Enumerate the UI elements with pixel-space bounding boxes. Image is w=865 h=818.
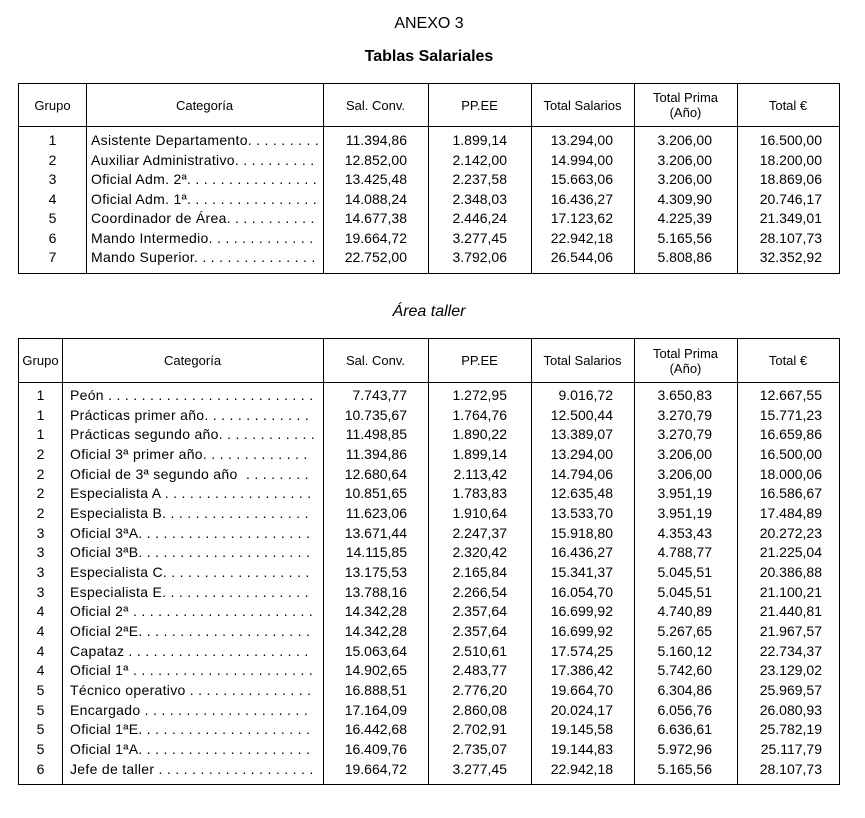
cell-total-prima: 4.353,43 (657, 524, 712, 541)
table-header-row (19, 84, 839, 127)
cell-ppee: 2.510,61 (452, 642, 507, 659)
cell-total-prima: 3.951,19 (657, 485, 712, 502)
cell-total: 18.869,06 (759, 171, 822, 187)
cell-categoria: Técnico operativo . . . . . . . . . . . . . . . (70, 682, 312, 699)
cell-total-prima: 6.056,76 (657, 701, 712, 718)
cell-total-prima: 5.165,56 (657, 229, 712, 246)
cell-total-salarios: 12.635,48 (550, 485, 613, 502)
cell-total: 21.349,01 (759, 210, 822, 226)
cell-total-prima: 3.650,83 (657, 387, 712, 403)
table-row (19, 602, 839, 622)
cell-total-prima: 3.951,19 (657, 505, 712, 522)
column-divider (86, 84, 87, 273)
cell-grupo: 5 (36, 741, 45, 758)
cell-total: 17.484,89 (759, 505, 822, 522)
cell-total: 21.440,81 (759, 603, 822, 620)
cell-sal-conv: 17.164,09 (344, 701, 407, 718)
cell-grupo: 4 (36, 603, 45, 620)
cell-grupo: 7 (48, 249, 57, 265)
cell-total-prima: 3.206,00 (657, 465, 712, 482)
cell-total: 32.352,92 (759, 249, 822, 265)
cell-total-salarios: 12.500,44 (550, 406, 613, 423)
cell-sal-conv: 19.664,72 (344, 229, 407, 246)
cell-total-salarios: 13.533,70 (550, 505, 613, 522)
cell-sal-conv: 10.735,67 (344, 406, 407, 423)
cell-categoria: Prácticas primer año. . . . . . . . . . . . . (70, 406, 310, 423)
cell-ppee: 2.320,42 (452, 544, 507, 561)
cell-sal-conv: 12.680,64 (344, 465, 407, 482)
cell-ppee: 1.899,14 (452, 446, 507, 463)
cell-total: 26.080,93 (759, 701, 822, 718)
cell-total-salarios: 17.386,42 (550, 662, 613, 679)
header-ppee: PP.EE (461, 353, 498, 368)
cell-total-salarios: 16.436,27 (550, 190, 613, 207)
cell-ppee: 2.483,77 (452, 662, 507, 679)
cell-grupo: 2 (36, 465, 45, 482)
cell-total-prima: 5.267,65 (657, 623, 712, 640)
table-body (19, 383, 839, 779)
cell-ppee: 1.783,83 (452, 485, 507, 502)
cell-total: 21.967,57 (759, 623, 822, 640)
cell-ppee: 1.890,22 (452, 426, 507, 443)
cell-ppee: 2.142,00 (452, 151, 507, 168)
cell-total: 20.746,17 (759, 190, 822, 207)
cell-categoria: Asistente Departamento. . . . . . . . . (91, 132, 320, 148)
cell-total-prima: 5.972,96 (657, 741, 712, 758)
cell-categoria: Auxiliar Administrativo. . . . . . . . . . (91, 151, 315, 168)
cell-ppee: 1.899,14 (452, 132, 507, 148)
cell-ppee: 2.237,58 (452, 171, 507, 187)
cell-total: 16.500,00 (759, 132, 822, 148)
table-row (19, 386, 839, 406)
cell-ppee: 2.247,37 (452, 524, 507, 541)
cell-categoria: Oficial 3ªA. . . . . . . . . . . . . . . . . . . . . (70, 524, 311, 541)
table-row (19, 209, 839, 229)
cell-sal-conv: 19.664,72 (344, 760, 407, 777)
cell-sal-conv: 14.115,85 (345, 544, 407, 561)
cell-total-salarios: 15.341,37 (550, 564, 613, 581)
cell-ppee: 2.702,91 (452, 721, 507, 738)
cell-ppee: 1.910,64 (452, 505, 507, 522)
cell-sal-conv: 11.394,86 (345, 446, 407, 463)
header-total-salarios: Total Salarios (543, 353, 622, 368)
cell-sal-conv: 13.788,16 (344, 583, 407, 600)
column-divider (634, 84, 635, 273)
cell-categoria: Oficial 1ªE. . . . . . . . . . . . . . . . . . . . . (70, 721, 311, 738)
table-row (19, 642, 839, 662)
cell-ppee: 1.272,95 (452, 387, 507, 403)
cell-total-salarios: 17.574,25 (550, 642, 613, 659)
cell-total-prima: 4.740,89 (657, 603, 712, 620)
cell-total-salarios: 16.699,92 (550, 603, 613, 620)
table-row (19, 465, 839, 485)
cell-ppee: 1.764,76 (452, 406, 507, 423)
cell-total: 21.225,04 (759, 544, 822, 561)
column-divider (62, 339, 63, 784)
cell-total-salarios: 19.144,83 (550, 741, 613, 758)
cell-total-salarios: 19.664,70 (550, 682, 613, 699)
cell-sal-conv: 11.623,06 (345, 505, 407, 522)
table-row (19, 524, 839, 544)
cell-total-salarios: 14.994,00 (550, 151, 613, 168)
cell-total: 25.969,57 (759, 682, 822, 699)
cell-sal-conv: 14.902,65 (344, 662, 407, 679)
column-divider (323, 339, 324, 784)
table-row (19, 622, 839, 642)
cell-total-prima: 3.270,79 (657, 406, 712, 423)
cell-total-salarios: 19.145,58 (550, 721, 613, 738)
table-row (19, 131, 839, 151)
table-row (19, 425, 839, 445)
cell-categoria: Oficial 1ª . . . . . . . . . . . . . . . . . . . . . . (70, 662, 314, 679)
cell-total-prima: 3.206,00 (657, 151, 712, 168)
header-total-prima (634, 84, 737, 126)
cell-categoria: Especialista C. . . . . . . . . . . . . . . . . . (70, 564, 310, 581)
cell-total-salarios: 14.794,06 (550, 465, 613, 482)
cell-total-salarios: 15.918,80 (550, 524, 613, 541)
table-row (19, 484, 839, 504)
header-total-prima-line2: (Año) (669, 105, 702, 120)
cell-grupo: 3 (36, 524, 45, 541)
table-row (19, 248, 839, 268)
cell-sal-conv: 15.063,64 (344, 642, 407, 659)
cell-sal-conv: 12.852,00 (344, 151, 407, 168)
header-categoria: Categoría (175, 97, 234, 113)
cell-sal-conv: 16.888,51 (344, 682, 407, 699)
cell-total-salarios: 16.054,70 (550, 583, 613, 600)
cell-total-prima: 3.206,00 (657, 171, 712, 187)
cell-sal-conv: 13.425,48 (344, 171, 407, 187)
table-row (19, 170, 839, 190)
section-title-tablas-salariales: Tablas Salariales (364, 48, 494, 65)
cell-ppee: 2.266,54 (452, 583, 507, 600)
cell-sal-conv: 10.851,65 (344, 485, 407, 502)
header-total-prima-line2: (Año) (669, 360, 702, 376)
cell-total-salarios: 15.663,06 (550, 171, 613, 187)
cell-total: 18.000,06 (759, 465, 822, 482)
cell-ppee: 3.277,45 (452, 760, 507, 777)
cell-grupo: 4 (36, 623, 45, 640)
cell-total: 23.129,02 (759, 662, 822, 679)
cell-total: 15.771,23 (759, 406, 822, 423)
cell-total-prima: 5.165,56 (657, 760, 712, 777)
cell-total: 20.386,88 (759, 564, 822, 581)
cell-total: 25.782,19 (759, 721, 822, 738)
cell-grupo: 4 (36, 662, 45, 679)
cell-grupo: 2 (48, 151, 57, 168)
cell-sal-conv: 7.743,77 (352, 387, 407, 403)
cell-total-salarios: 22.942,18 (550, 229, 613, 246)
document-title: ANEXO 3 (394, 15, 464, 32)
cell-ppee: 2.113,42 (453, 465, 507, 482)
salary-table-general (18, 83, 840, 274)
column-divider (323, 84, 324, 273)
table-row (19, 504, 839, 524)
cell-total-prima: 6.636,61 (657, 721, 712, 738)
table-row (19, 720, 839, 740)
cell-grupo: 1 (36, 387, 45, 403)
header-sal-conv: Sal. Conv. (345, 353, 405, 368)
cell-total-prima: 5.808,86 (657, 249, 712, 265)
cell-total: 22.734,37 (759, 642, 822, 659)
cell-grupo: 2 (36, 505, 45, 522)
cell-sal-conv: 11.498,85 (345, 426, 407, 443)
cell-total: 20.272,23 (759, 524, 822, 541)
header-categoria: Categoría (163, 353, 222, 368)
cell-ppee: 3.792,06 (452, 249, 507, 265)
cell-total-salarios: 26.544,06 (550, 249, 613, 265)
cell-grupo: 4 (36, 642, 45, 659)
table-header-row (19, 339, 839, 383)
cell-total: 28.107,73 (759, 760, 822, 777)
cell-categoria: Especialista E. . . . . . . . . . . . . . . . . . (70, 583, 309, 600)
cell-total-salarios: 13.294,00 (550, 446, 613, 463)
cell-sal-conv: 14.342,28 (344, 623, 407, 640)
cell-total: 25.117,79 (760, 741, 822, 758)
header-grupo: Grupo (22, 353, 59, 368)
header-total: Total € (768, 353, 808, 368)
cell-total-prima: 3.270,79 (657, 426, 712, 443)
cell-total-prima: 4.788,77 (657, 544, 712, 561)
cell-sal-conv: 16.409,76 (344, 741, 407, 758)
table-row (19, 445, 839, 465)
cell-categoria: Oficial de 3ª segundo año . . . . . . . . (70, 465, 309, 482)
cell-grupo: 4 (48, 190, 57, 207)
header-ppee: PP.EE (461, 97, 498, 113)
cell-ppee: 2.348,03 (452, 190, 507, 207)
cell-total-prima: 6.304,86 (657, 682, 712, 699)
cell-categoria: Oficial 2ªE. . . . . . . . . . . . . . . . . . . . . (70, 623, 311, 640)
cell-total: 16.586,67 (759, 485, 822, 502)
cell-grupo: 3 (48, 171, 57, 187)
column-divider (531, 339, 532, 784)
cell-categoria: Mando Superior. . . . . . . . . . . . . . . (91, 249, 316, 265)
table-row (19, 190, 839, 210)
table-row (19, 701, 839, 721)
table-row (19, 583, 839, 603)
column-divider (428, 84, 429, 273)
column-divider (737, 84, 738, 273)
table-row (19, 661, 839, 681)
cell-categoria: Prácticas segundo año. . . . . . . . . . . . (70, 426, 316, 443)
header-sal-conv: Sal. Conv. (345, 97, 405, 113)
cell-sal-conv: 11.394,86 (345, 132, 407, 148)
cell-sal-conv: 22.752,00 (344, 249, 407, 265)
column-divider (428, 339, 429, 784)
cell-grupo: 2 (36, 446, 45, 463)
cell-categoria: Capataz . . . . . . . . . . . . . . . . . . . . . . (70, 642, 309, 659)
cell-categoria: Oficial 2ª . . . . . . . . . . . . . . . . . . . . . . (70, 603, 314, 620)
cell-total-prima: 5.160,12 (657, 642, 712, 659)
cell-categoria: Encargado . . . . . . . . . . . . . . . . . . . . (70, 701, 309, 718)
column-divider (531, 84, 532, 273)
cell-ppee: 2.165,84 (452, 564, 507, 581)
salary-table-area-taller (18, 338, 840, 785)
cell-total-prima: 5.045,51 (657, 564, 712, 581)
cell-grupo: 1 (48, 132, 57, 148)
table-row (19, 563, 839, 583)
table-row (19, 740, 839, 760)
header-total: Total € (768, 97, 808, 113)
table-row (19, 151, 839, 171)
cell-categoria: Oficial Adm. 1ª. . . . . . . . . . . . . . . . (91, 190, 317, 207)
cell-sal-conv: 14.342,28 (344, 603, 407, 620)
cell-total-salarios: 17.123,62 (550, 210, 613, 226)
cell-categoria: Peón . . . . . . . . . . . . . . . . . . . . . . . . . (70, 387, 314, 403)
cell-total-prima: 5.045,51 (657, 583, 712, 600)
cell-ppee: 3.277,45 (452, 229, 507, 246)
column-divider (737, 339, 738, 784)
header-total-prima (634, 339, 737, 382)
cell-categoria: Mando Intermedio. . . . . . . . . . . . . (91, 229, 314, 246)
cell-categoria: Jefe de taller . . . . . . . . . . . . . . . . . . . (70, 760, 314, 777)
cell-grupo: 3 (36, 564, 45, 581)
table-row (19, 406, 839, 426)
cell-sal-conv: 16.442,68 (344, 721, 407, 738)
cell-total-salarios: 20.024,17 (550, 701, 613, 718)
cell-grupo: 5 (48, 210, 57, 226)
cell-ppee: 2.860,08 (452, 701, 507, 718)
column-divider (634, 339, 635, 784)
cell-categoria: Especialista B. . . . . . . . . . . . . . . . . . (70, 505, 309, 522)
cell-total: 28.107,73 (759, 229, 822, 246)
cell-grupo: 5 (36, 682, 45, 699)
header-total-prima-line1: Total Prima (652, 345, 719, 361)
cell-grupo: 6 (48, 229, 57, 246)
cell-total-salarios: 16.436,27 (550, 544, 613, 561)
cell-categoria: Coordinador de Área. . . . . . . . . . . (91, 210, 315, 226)
header-grupo: Grupo (34, 97, 71, 113)
cell-total: 12.667,55 (759, 387, 822, 403)
cell-sal-conv: 13.671,44 (344, 524, 407, 541)
cell-total-prima: 4.309,90 (657, 190, 712, 207)
cell-grupo: 3 (36, 544, 45, 561)
cell-ppee: 2.357,64 (452, 603, 507, 620)
header-total-prima-line1: Total Prima (652, 90, 719, 105)
cell-total: 21.100,21 (759, 583, 822, 600)
cell-total-prima: 4.225,39 (657, 210, 712, 226)
cell-total: 16.659,86 (759, 426, 822, 443)
cell-total-salarios: 13.389,07 (550, 426, 613, 443)
cell-ppee: 2.776,20 (452, 682, 507, 699)
cell-grupo: 6 (36, 760, 45, 777)
cell-categoria: Oficial 3ª primer año. . . . . . . . . . . . . (70, 446, 308, 463)
cell-grupo: 5 (36, 701, 45, 718)
cell-grupo: 3 (36, 583, 45, 600)
cell-categoria: Oficial 3ªB. . . . . . . . . . . . . . . . . . . . . (70, 544, 311, 561)
cell-categoria: Oficial Adm. 2ª. . . . . . . . . . . . . . . . (91, 171, 317, 187)
table-row (19, 229, 839, 249)
cell-total-salarios: 9.016,72 (558, 387, 613, 403)
cell-total-prima: 5.742,60 (657, 662, 712, 679)
cell-ppee: 2.357,64 (452, 623, 507, 640)
cell-sal-conv: 14.677,38 (344, 210, 407, 226)
cell-grupo: 5 (36, 721, 45, 738)
cell-total-salarios: 13.294,00 (550, 132, 613, 148)
cell-categoria: Oficial 1ªA. . . . . . . . . . . . . . . . . . . . . (70, 741, 311, 758)
cell-sal-conv: 14.088,24 (344, 190, 407, 207)
cell-total-prima: 3.206,00 (657, 132, 712, 148)
cell-grupo: 1 (36, 406, 45, 423)
table-row (19, 760, 839, 780)
cell-total-salarios: 22.942,18 (550, 760, 613, 777)
table-row (19, 681, 839, 701)
header-total-salarios: Total Salarios (543, 97, 622, 113)
cell-total-salarios: 16.699,92 (550, 623, 613, 640)
cell-grupo: 2 (36, 485, 45, 502)
cell-total: 18.200,00 (759, 151, 822, 168)
cell-categoria: Especialista A . . . . . . . . . . . . . . . . . . (70, 485, 312, 502)
section-title-area-taller: Área taller (392, 303, 466, 320)
cell-sal-conv: 13.175,53 (344, 564, 407, 581)
cell-ppee: 2.735,07 (452, 741, 507, 758)
cell-total-prima: 3.206,00 (657, 446, 712, 463)
cell-grupo: 1 (36, 426, 45, 443)
cell-total: 16.500,00 (759, 446, 822, 463)
table-body (19, 127, 839, 268)
table-row (19, 543, 839, 563)
cell-ppee: 2.446,24 (452, 210, 507, 226)
